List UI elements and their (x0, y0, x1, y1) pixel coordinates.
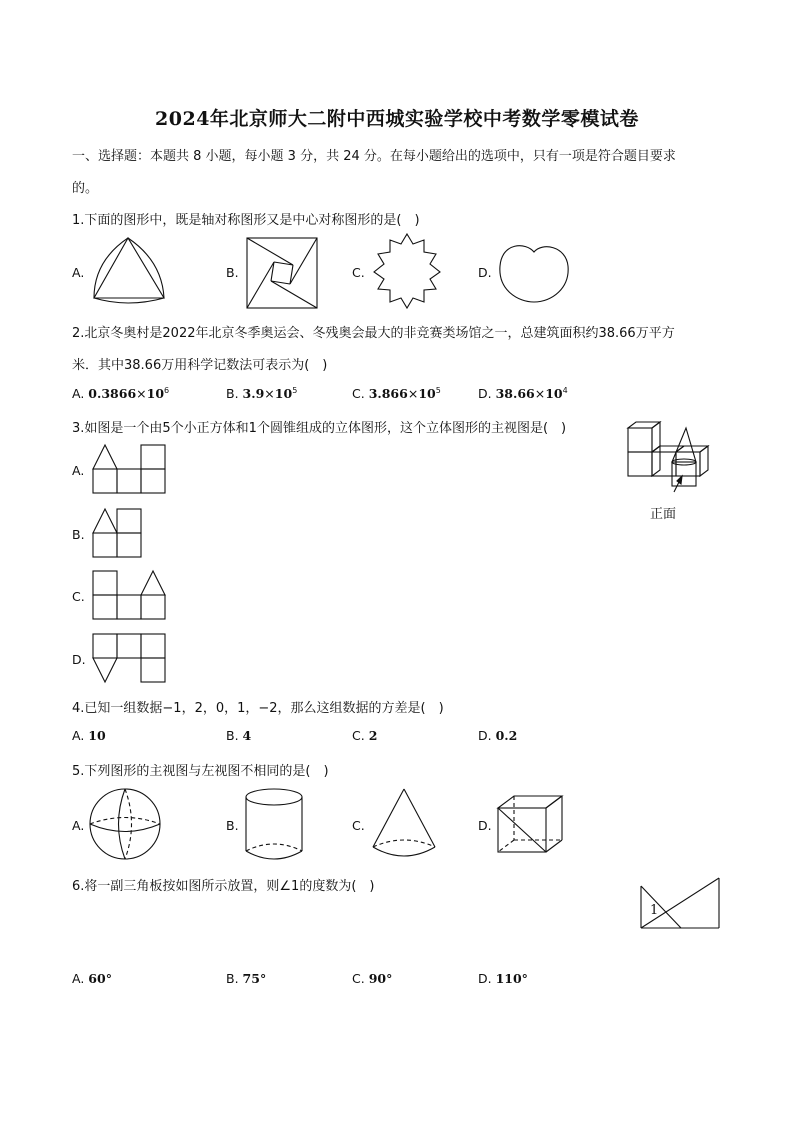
q2-option-c[interactable] (352, 386, 441, 401)
option-label: C. (352, 971, 365, 986)
q6-option-a[interactable] (72, 971, 112, 986)
q3-stem: 3.如图是一个由5个小正方体和1个圆锥组成的立体图形，这个立体图形的主视图是( ) (72, 421, 567, 436)
page-title: 2024年北京师大二附中西城实验学校中考数学零模试卷 (155, 108, 639, 130)
q5-option-d-prism (496, 794, 568, 856)
option-value: 10 (88, 728, 106, 743)
q5-option-a-sphere (88, 787, 164, 863)
option-label: D. (478, 728, 492, 743)
q5-option-d-label[interactable]: D. (478, 818, 492, 833)
q1-option-d-figure (498, 240, 570, 304)
option-value: 75° (242, 971, 267, 986)
option-base: 10 (146, 386, 165, 402)
q3-option-a-label[interactable]: A. (72, 463, 85, 478)
q2-option-b[interactable] (226, 386, 297, 401)
option-exponent: 5 (292, 386, 298, 395)
q5-option-c-label[interactable]: C. (352, 818, 365, 833)
times-sign: × (136, 386, 147, 402)
option-label: B. (226, 386, 239, 402)
q1-stem: 1.下面的图形中，既是轴对称图形又是中心对称图形的是( ) (72, 213, 420, 228)
option-value: 2 (368, 728, 378, 743)
option-mantissa: 3.9 (242, 386, 265, 402)
option-label: C. (352, 728, 365, 743)
q4-option-d[interactable] (478, 728, 517, 743)
option-label: A. (72, 971, 85, 986)
q3-option-c-figure (92, 570, 166, 620)
q3-option-a-figure (92, 444, 166, 494)
q1-option-c-figure (370, 232, 444, 310)
times-sign: × (407, 386, 419, 402)
option-base: 10 (545, 386, 563, 402)
q5-option-a-label[interactable]: A. (72, 818, 85, 833)
q5-stem: 5.下列图形的主视图与左视图不相同的是( ) (72, 764, 329, 779)
option-label: A. (72, 386, 85, 402)
option-label: B. (226, 971, 239, 986)
times-sign: × (534, 386, 546, 402)
option-base: 10 (418, 386, 436, 402)
option-label: A. (72, 728, 85, 743)
q2-stem-line1: 2.北京冬奥村是2022年北京冬季奥运会、冬残奥会最大的非竞赛类场馆之一，总建筑面积约38.66万平方 (72, 326, 675, 341)
q3-front-caption: 正面 (650, 507, 677, 522)
option-label: D. (478, 971, 492, 986)
q4-stem: 4.已知一组数据−1，2，0，1，−2，那么这组数据的方差是( ) (72, 701, 444, 716)
q3-option-b-figure (92, 508, 144, 558)
section-heading-cont: 的。 (72, 181, 99, 196)
option-value: 60° (88, 971, 112, 986)
q1-option-a-figure (90, 236, 170, 306)
q5-option-c-cone (370, 787, 440, 861)
q1-option-d-label[interactable]: D. (478, 265, 492, 280)
option-exponent: 4 (562, 386, 568, 395)
option-value: 90° (368, 971, 393, 986)
option-value: 110° (495, 971, 528, 986)
q1-option-c-label[interactable]: C. (352, 265, 365, 280)
q6-option-d[interactable] (478, 971, 528, 986)
q3-option-d-label[interactable]: D. (72, 652, 86, 667)
q5-option-b-label[interactable]: B. (226, 818, 239, 833)
q6-option-c[interactable] (352, 971, 392, 986)
option-mantissa: 0.3866 (88, 386, 137, 402)
q2-stem-line2: 米．其中38.66万用科学记数法可表示为( ) (72, 358, 328, 373)
q3-solid-figure (626, 420, 722, 502)
q2-option-d[interactable] (478, 386, 568, 401)
option-exponent: 5 (435, 386, 441, 395)
option-mantissa: 3.866 (368, 386, 408, 402)
q3-option-b-label[interactable]: B. (72, 527, 85, 542)
option-label: C. (352, 386, 365, 402)
option-label: B. (226, 728, 239, 743)
times-sign: × (264, 386, 275, 402)
section-heading: 一、选择题：本题共 8 小题，每小题 3 分，共 24 分。在每小题给出的选项中，只有一项是符合题目要求 (72, 149, 676, 164)
q3-option-c-label[interactable]: C. (72, 589, 85, 604)
option-label: D. (478, 386, 492, 402)
q5-option-b-cylinder (244, 787, 306, 865)
q6-option-b[interactable] (226, 971, 266, 986)
q4-option-c[interactable] (352, 728, 377, 743)
q1-option-a-label[interactable]: A. (72, 265, 85, 280)
q4-option-b[interactable] (226, 728, 251, 743)
option-value: 0.2 (495, 728, 518, 743)
q3-option-d-figure (92, 633, 166, 683)
option-value: 4 (242, 728, 252, 743)
option-base: 10 (274, 386, 293, 402)
q6-angle-label: 1 (650, 903, 659, 918)
q2-option-a[interactable] (72, 386, 169, 401)
q6-stem: 6.将一副三角板按如图所示放置，则∠1的度数为( ) (72, 879, 375, 894)
q1-option-b-label[interactable]: B. (226, 265, 239, 280)
option-exponent: 6 (164, 386, 170, 395)
q4-option-a[interactable] (72, 728, 106, 743)
option-mantissa: 38.66 (495, 386, 535, 402)
q1-option-b-figure (246, 237, 318, 309)
